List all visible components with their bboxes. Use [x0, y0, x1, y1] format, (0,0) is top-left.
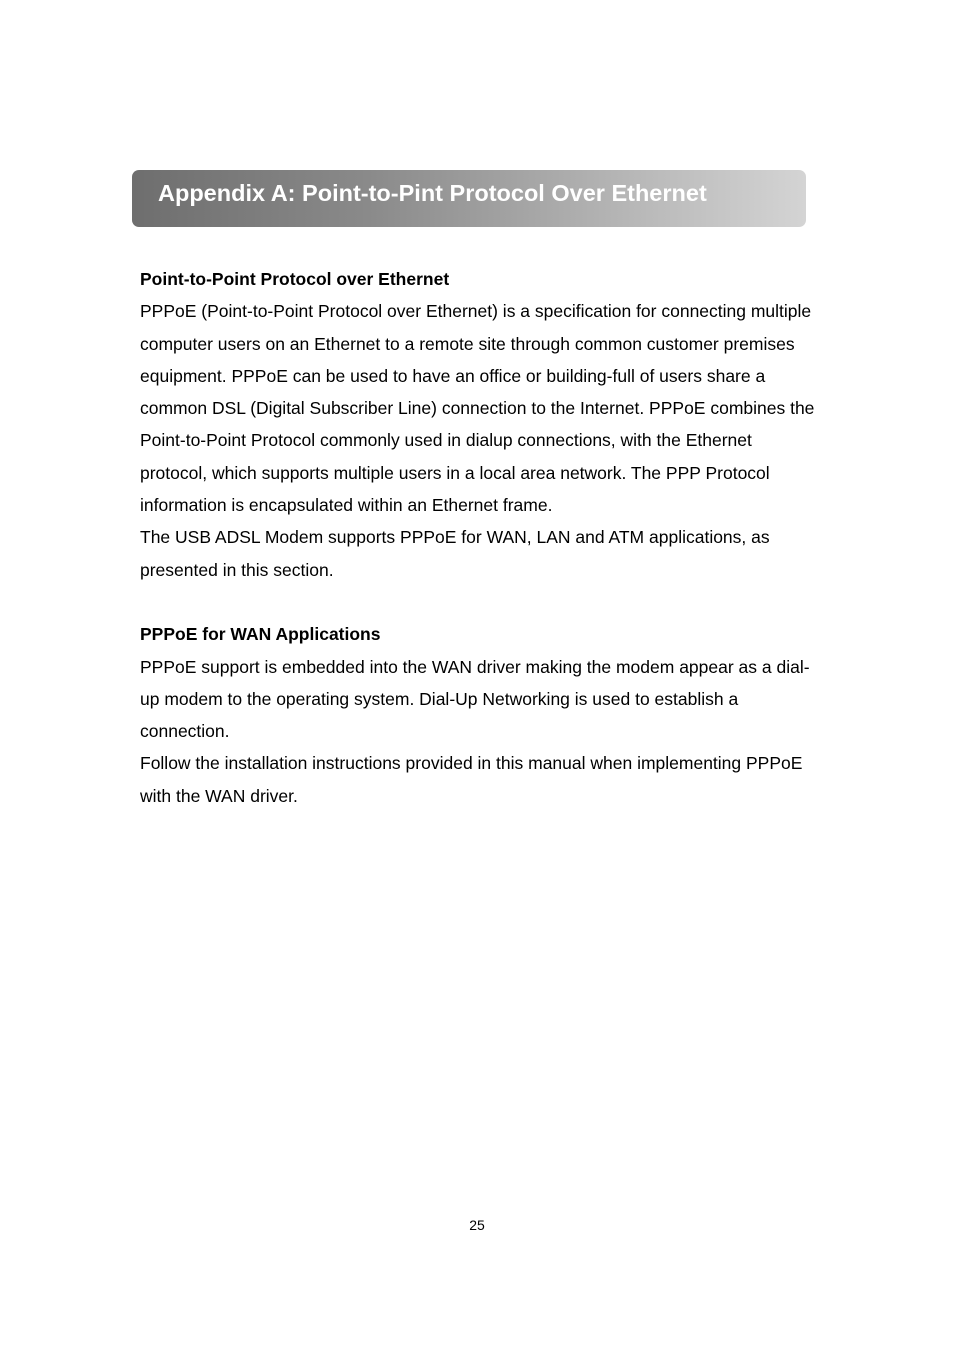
section-pppoe-overview [140, 263, 820, 586]
section-pppoe-wan [140, 618, 820, 812]
document-body [140, 263, 820, 812]
section-heading: Point-to-Point Protocol over Ethernet [140, 269, 450, 289]
section-heading: PPPoE for WAN Applications [140, 624, 381, 645]
section-spacer [140, 586, 820, 618]
body-paragraph: Follow the installation instructions provided in this manual when implementing PPPoE with the WAN driver. [140, 753, 803, 806]
appendix-title: Appendix A: Point-to-Pint Protocol Over Ethernet [158, 180, 707, 206]
page-number: 25 [469, 1217, 485, 1233]
body-paragraph: PPPoE support is embedded into the WAN driver making the modem appear as a dial-up modem to the operating system. Dial-Up Networking is used to establish a connection. [140, 656, 810, 742]
body-paragraph: The USB ADSL Modem supports PPPoE for WAN, LAN and ATM applications, as presented in this section. [140, 527, 770, 580]
appendix-title-banner [132, 170, 806, 227]
body-paragraph: PPPoE (Point-to-Point Protocol over Ethernet) is a specification for connecting multiple computer users on an Ethernet to a remote site through common customer premises equipment. PPPoE can be used to have an office or building-full of users share a common DSL (Digital Subscriber Line) connection to the Internet. PPPoE combines the Point-to-Point Protocol commonly used in dialup connections, with the Ethernet protocol, which supports multiple users in a local area network. The PPP Protocol information is encapsulated within an Ethernet frame. [140, 301, 815, 516]
